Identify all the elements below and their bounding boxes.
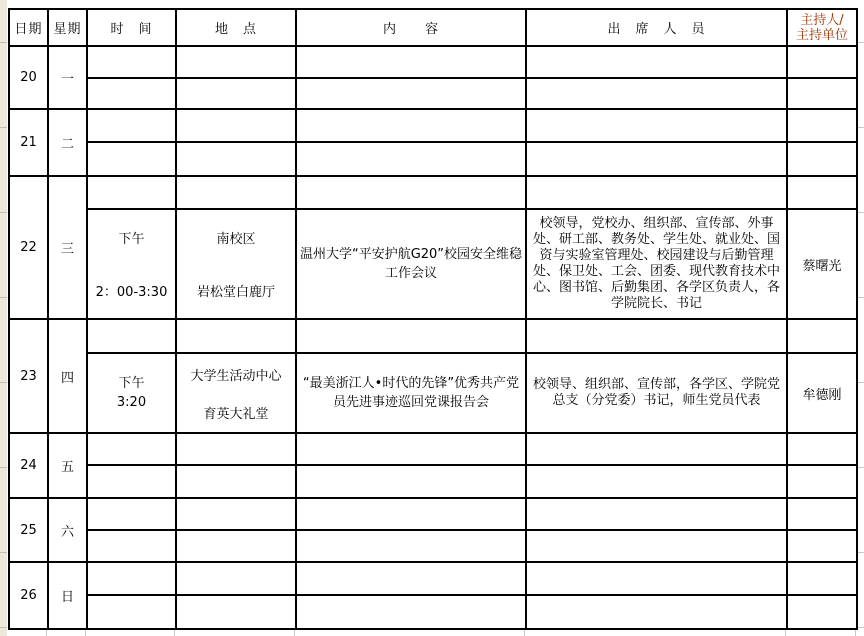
place-cell[interactable] <box>176 433 296 465</box>
attendees-cell[interactable]: 校领导、组织部、宣传部，各学区、学院党总支（分党委）书记，师生党员代表 <box>526 353 787 433</box>
grid-segment <box>858 627 864 628</box>
host-cell[interactable] <box>787 530 857 562</box>
time-line1: 下午 <box>118 376 145 391</box>
grid-segment <box>85 630 86 636</box>
grid-segment <box>858 212 864 213</box>
attendees-cell[interactable] <box>526 78 787 109</box>
time-cell[interactable] <box>87 109 176 142</box>
grid-segment <box>785 630 786 636</box>
host-cell[interactable]: 牟德刚 <box>787 353 857 433</box>
host-cell[interactable] <box>787 176 857 209</box>
weekday-cell[interactable]: 一 <box>48 46 87 109</box>
place-line1: 南校区 <box>216 232 256 247</box>
date-cell[interactable]: 21 <box>9 109 48 176</box>
grid-segment <box>858 42 864 43</box>
place-cell[interactable] <box>176 176 296 209</box>
time-cell[interactable] <box>87 78 176 109</box>
place-cell[interactable] <box>176 209 296 319</box>
time-cell[interactable] <box>87 562 176 595</box>
content-cell[interactable] <box>296 319 526 353</box>
weekday-cell[interactable]: 五 <box>48 433 87 498</box>
host-cell[interactable] <box>787 465 857 498</box>
host-cell[interactable] <box>787 78 857 109</box>
grid-segment <box>0 467 7 468</box>
header-date[interactable]: 日期 <box>9 9 48 46</box>
grid-segment <box>0 552 7 553</box>
place-cell[interactable] <box>176 562 296 595</box>
time-cell[interactable] <box>87 530 176 562</box>
attendees-cell[interactable] <box>526 530 787 562</box>
host-cell[interactable]: 蔡曙光 <box>787 209 857 319</box>
grid-segment <box>174 630 175 636</box>
date-cell[interactable]: 24 <box>9 433 48 498</box>
host-cell[interactable] <box>787 433 857 465</box>
grid-segment <box>294 630 295 636</box>
attendees-cell[interactable] <box>526 142 787 176</box>
host-cell[interactable] <box>787 562 857 595</box>
date-cell[interactable]: 26 <box>9 562 48 629</box>
place-line2: 育英大礼堂 <box>203 406 269 422</box>
host-cell[interactable] <box>787 142 857 176</box>
content-cell[interactable] <box>296 595 526 629</box>
attendees-cell[interactable] <box>526 433 787 465</box>
weekday-cell[interactable]: 三 <box>48 176 87 319</box>
time-line2: 2：00-3:30 <box>95 285 168 300</box>
time-cell[interactable] <box>87 353 176 433</box>
host-cell[interactable] <box>787 46 857 78</box>
header-content[interactable]: 内 容 <box>296 9 526 46</box>
time-cell[interactable] <box>87 209 176 319</box>
grid-segment <box>524 630 525 636</box>
sheet-edge-strip <box>0 0 7 636</box>
grid-segment <box>858 382 864 383</box>
content-cell[interactable] <box>296 78 526 109</box>
time-line1: 下午 <box>118 232 145 247</box>
time-cell[interactable] <box>87 142 176 176</box>
grid-segment <box>858 552 864 553</box>
attendees-cell[interactable] <box>526 562 787 595</box>
host-cell[interactable] <box>787 498 857 530</box>
grid-segment <box>46 630 47 636</box>
host-cell[interactable] <box>787 595 857 629</box>
header-host[interactable] <box>787 9 857 46</box>
grid-segment <box>0 127 7 128</box>
place-cell[interactable] <box>176 142 296 176</box>
header-host-line1: 主持人/ <box>800 12 844 28</box>
date-cell[interactable]: 25 <box>9 498 48 562</box>
content-cell[interactable] <box>296 530 526 562</box>
date-cell[interactable]: 20 <box>9 46 48 109</box>
weekday-cell[interactable]: 日 <box>48 562 87 629</box>
content-cell[interactable]: “最美浙江人•时代的先锋”优秀共产党员先进事迹巡回党课报告会 <box>296 353 526 433</box>
attendees-cell[interactable] <box>526 46 787 78</box>
place-cell[interactable] <box>176 530 296 562</box>
time-cell[interactable] <box>87 595 176 629</box>
header-attendees[interactable]: 出 席 人 员 <box>526 9 787 46</box>
grid-segment <box>0 42 7 43</box>
host-cell[interactable] <box>787 319 857 353</box>
weekly-schedule-table <box>8 8 858 630</box>
time-cell[interactable] <box>87 46 176 78</box>
place-cell[interactable] <box>176 46 296 78</box>
header-time[interactable]: 时 间 <box>87 9 176 46</box>
time-cell[interactable] <box>87 319 176 353</box>
host-cell[interactable] <box>787 109 857 142</box>
grid-segment <box>858 467 864 468</box>
attendees-cell[interactable] <box>526 109 787 142</box>
grid-segment <box>0 382 7 383</box>
grid-segment <box>0 297 7 298</box>
content-cell[interactable] <box>296 498 526 530</box>
place-cell[interactable] <box>176 353 296 433</box>
time-cell[interactable] <box>87 465 176 498</box>
attendees-cell[interactable] <box>526 176 787 209</box>
content-cell[interactable] <box>296 562 526 595</box>
place-cell[interactable] <box>176 498 296 530</box>
weekday-cell[interactable]: 二 <box>48 109 87 176</box>
content-cell[interactable] <box>296 46 526 78</box>
date-cell[interactable]: 22 <box>9 176 48 319</box>
time-cell[interactable] <box>87 176 176 209</box>
content-cell[interactable] <box>296 465 526 498</box>
place-cell[interactable] <box>176 319 296 353</box>
place-cell[interactable] <box>176 109 296 142</box>
attendees-cell[interactable] <box>526 595 787 629</box>
content-cell[interactable] <box>296 433 526 465</box>
grid-segment <box>858 127 864 128</box>
time-cell[interactable] <box>87 498 176 530</box>
grid-segment <box>858 297 864 298</box>
header-host-line2: 主持单位 <box>795 27 848 43</box>
attendees-cell[interactable]: 校领导，党校办、组织部、宣传部、外事处、研工部、教务处、学生处、就业处、国资与实验室管理处、校园建设与后勤管理处、保卫处、工会、团委、现代教育技术中心、图书馆、后勤集团、各学区负责人，各学院院长、书记 <box>526 209 787 319</box>
attendees-cell[interactable] <box>526 319 787 353</box>
attendees-cell[interactable] <box>526 498 787 530</box>
place-cell[interactable] <box>176 465 296 498</box>
content-cell[interactable] <box>296 109 526 142</box>
grid-segment <box>0 627 7 628</box>
place-cell[interactable] <box>176 78 296 109</box>
content-cell[interactable]: 温州大学“平安护航G20”校园安全维稳工作会议 <box>296 209 526 319</box>
content-cell[interactable] <box>296 142 526 176</box>
weekday-cell[interactable]: 四 <box>48 319 87 433</box>
header-place[interactable]: 地 点 <box>176 9 296 46</box>
place-line2: 岩松堂白鹿厅 <box>196 285 275 300</box>
attendees-cell[interactable] <box>526 465 787 498</box>
weekday-cell[interactable]: 六 <box>48 498 87 562</box>
time-line2: 3:20 <box>116 395 147 410</box>
grid-segment <box>0 212 7 213</box>
grid-segment <box>855 630 856 636</box>
place-line1: 大学生活动中心 <box>190 368 282 384</box>
place-cell[interactable] <box>176 595 296 629</box>
date-cell[interactable]: 23 <box>9 319 48 433</box>
header-weekday[interactable]: 星期 <box>48 9 87 46</box>
time-cell[interactable] <box>87 433 176 465</box>
content-cell[interactable] <box>296 176 526 209</box>
